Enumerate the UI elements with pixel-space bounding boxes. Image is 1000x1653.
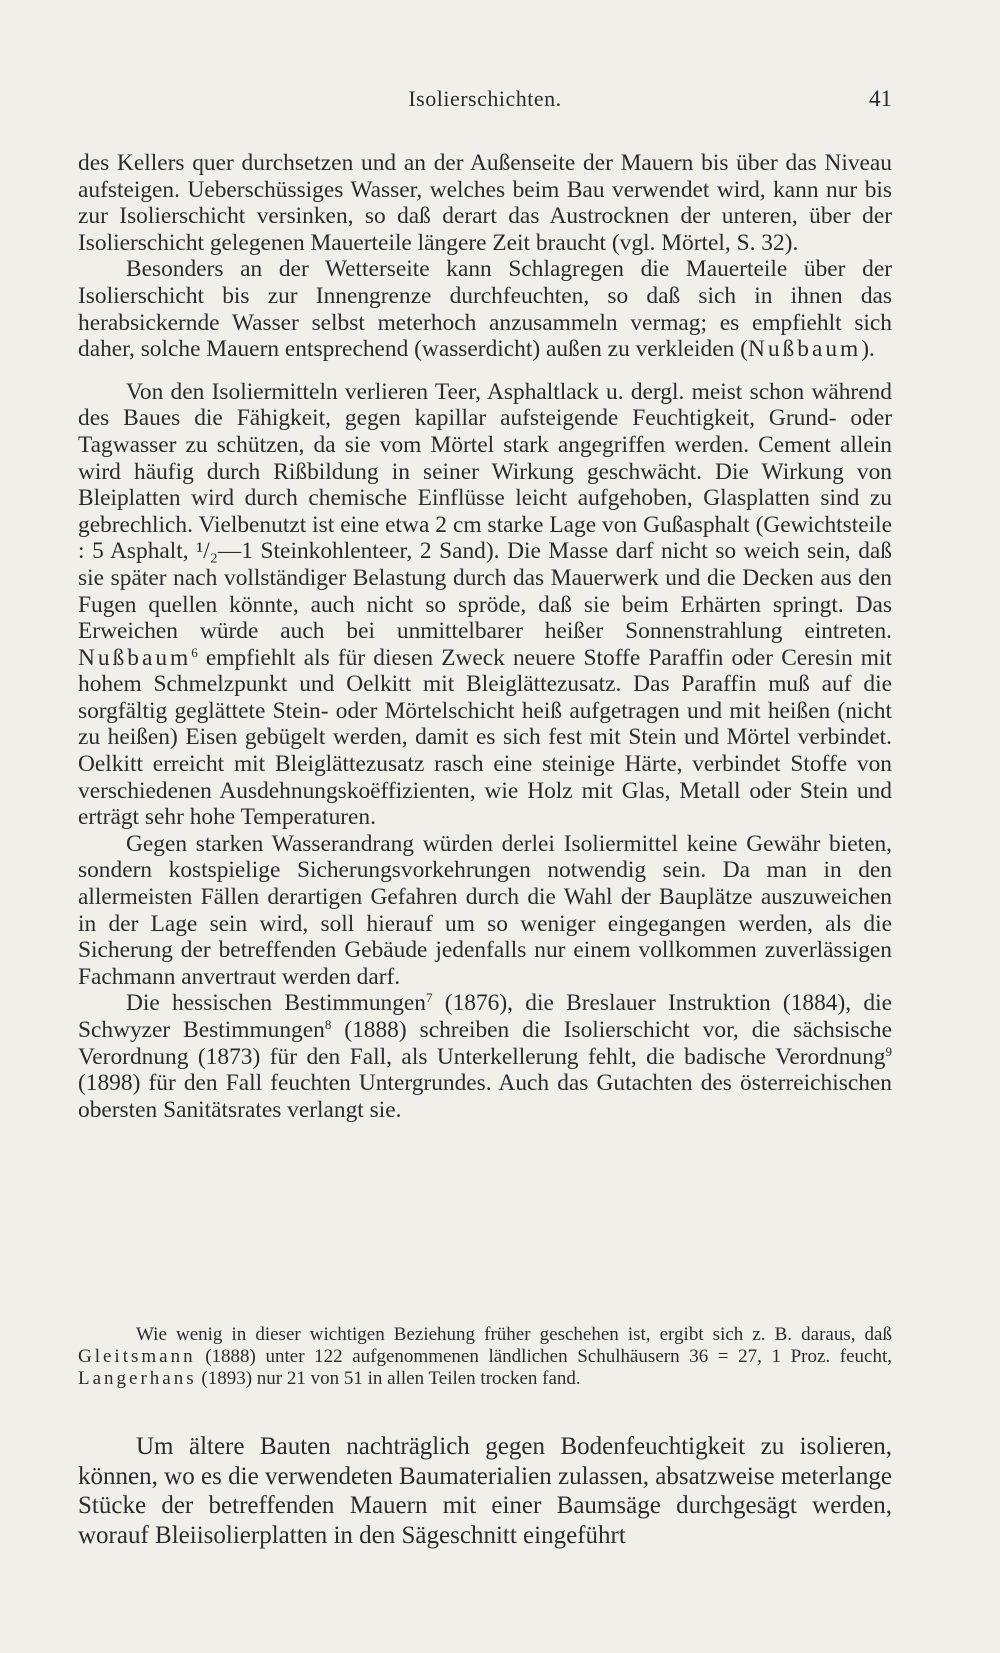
paragraph-5-text-b: (1876), die Breslauer Instruktion (1884), die Schwyzer Bestimmungen	[78, 990, 892, 1043]
footnote-ref: 6	[191, 644, 198, 660]
closing-paragraph	[78, 1432, 892, 1550]
paragraph-4-text: Gegen starken Wasserandrang würden derlei Isoliermittel keine Gewähr bieten, sondern kostspielige Sicherungsvorkehrungen notwendig sein. Da man in den allermeisten Fällen derartigen Gefahren durch die Wahl der Bauplätze auszuweichen in der Lage sein wird, soll hierauf um so weniger eingegangen werden, als die Sicherung der betreffenden Gebäude jedenfalls nur einem vollkommen zuverlässigen Fachmann anvertraut werden darf.	[78, 830, 892, 990]
footnote-text-a: Wie wenig in dieser wichtigen Beziehung früher geschehen ist, ergibt sich z. B. daraus, daß	[136, 1324, 892, 1345]
paragraph-1-text: des Kellers quer durchsetzen und an der Außenseite der Mauern bis über das Niveau aufsteigen. Ueberschüssiges Wasser, welches beim Bau verwendet wird, kann nur bis zur Isolierschicht versinken, so daß derart das Austrocknen der unteren, über der Isolierschicht gelegenen Mauerteile längere Zeit braucht (vgl. Mörtel, S. 32).	[78, 150, 892, 256]
page-number: 41	[869, 86, 892, 111]
footnote-ref: 9	[885, 1043, 892, 1059]
closing-text	[78, 1432, 892, 1550]
author-name: Langerhans	[78, 1368, 197, 1389]
paragraph-2-text: Besonders an der Wetterseite kann Schlagregen die Mauerteile über der Isolierschicht bis zur Innengrenze durchfeuchten, so daß sich in ihnen das herabsickernde Wasser selbst meterhoch anzusammeln vermag; es empfiehlt sich daher, solche Mauern entsprechend (wasserdicht) außen zu verkleiden (	[78, 256, 892, 363]
footnote-ref: 7	[426, 990, 433, 1006]
paragraph-3	[78, 379, 892, 831]
author-name: Nußbaum	[78, 644, 192, 671]
footnote-ref: 8	[324, 1017, 332, 1032]
page-header	[78, 86, 892, 116]
paragraph-5	[78, 990, 892, 1123]
author-name: Gleitsmann	[78, 1346, 196, 1367]
main-text	[78, 150, 892, 1123]
paragraph-3-text-a: Von den Isoliermitteln verlieren Teer, Asphaltlack u. dergl. meist schon während des Baues die Fähigkeit, gegen kapillar aufsteigende Feuchtigkeit, Grund- oder Tagwasser zu schützen, da sie vom Mörtel stark angegriffen werden. Cement allein wird häufig durch Rißbildung in seiner Wirkung geschwächt. Die Wirkung von Bleiplatten wird durch chemische Einflüsse leicht aufgehoben, Glasplatten sind zu gebrechlich. Vielbenutzt ist eine etwa 2 cm starke Lage von Gußasphalt (Gewichtsteile : 5 Asphalt, ¹/₂—1 Steinkohlenteer, 2 Sand). Die Masse darf nicht so weich sein, daß sie später nach vollständiger Belastung durch das Mauerwerk und die Decken aus den Fugen quellen könnte, auch nicht so spröde, daß sie beim Erhärten springt. Das Erweichen würde auch bei unmittelbarer heißer Sonnenstrahlung eintreten.	[78, 378, 892, 645]
paragraph-1	[78, 150, 892, 256]
paragraph-5-text-d: (1898) für den Fall feuchten Untergrundes. Auch das Gutachten des österreichischen obersten Sanitätsrates verlangt sie.	[78, 1070, 892, 1123]
footnote-paragraph	[78, 1324, 892, 1390]
closing-paragraph-text: Um ältere Bauten nachträglich gegen Bodenfeuchtigkeit zu isolieren, können, wo es die verwendeten Baumaterialien zulassen, absatzweise meterlange Stücke der betreffenden Mauern mit einer Baumsäge durchgesägt werden, worauf Bleiisolierplatten in den Sägeschnitt eingeführt	[78, 1433, 892, 1549]
paragraph-4	[78, 831, 892, 991]
paragraph-2	[78, 256, 892, 362]
paragraph-5-text-a: Die hessischen Bestimmungen	[126, 990, 426, 1017]
footnote-text-c: (1893) nur 21 von 51 in allen Teilen trocken fand.	[196, 1368, 581, 1389]
author-name: Nußbaum	[747, 336, 862, 363]
paragraph-5-text-c: (1888) schreiben die Isolierschicht vor, die sächsische Verordnung (1873) für den Fall, als Unterkellerung fehlt, die badische Verordnung	[78, 1017, 892, 1070]
footnote-block	[78, 1324, 892, 1390]
footnote-text-b: (1888) unter 122 aufgenommenen ländlichen Schulhäusern 36 = 27, 1 Proz. feucht,	[195, 1346, 892, 1367]
running-title: Isolierschichten.	[408, 86, 562, 111]
paragraph-2-end: ).	[861, 336, 875, 363]
paragraph-3-text-b: empfiehlt als für diesen Zweck neuere Stoffe Paraffin oder Ceresin mit hohem Schmelzpunkt und Oelkitt mit Bleiglättezusatz. Das Paraffin muß auf die sorgfältig geglättete Stein- oder Mörtelschicht heiß aufgetragen und mit heißen (nicht zu heißen) Eisen gebügelt werden, damit es sich fest mit Stein und Mörtel verbindet. Oelkitt erreicht mit Bleiglättezusatz rasch eine steinige Härte, verbindet Stoffe von verschiedenen Ausdehnungskoëffizienten, wie Holz mit Glas, Metall oder Stein und erträgt sehr hohe Temperaturen.	[78, 644, 892, 831]
